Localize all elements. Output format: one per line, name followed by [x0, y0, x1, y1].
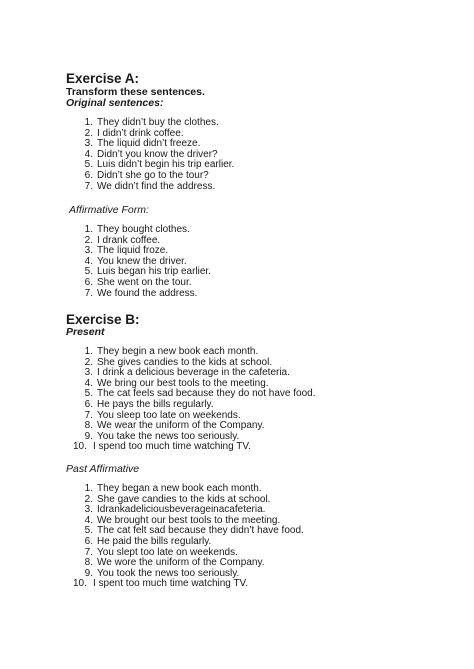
item-number: 7.: [84, 287, 93, 299]
item-number: 5.: [84, 266, 93, 278]
item-number: 10.: [73, 441, 87, 453]
item-text: We didn’t find the address.: [97, 180, 216, 192]
item-text: Didn’t she go to the tour?: [97, 169, 209, 181]
item-text: Luis didn’t begin his trip earlier.: [97, 159, 235, 171]
list-item: [73, 278, 211, 289]
list-item: [73, 442, 315, 453]
item-text: She went on the tour.: [97, 276, 192, 288]
item-number: 4.: [84, 377, 93, 389]
item-number: 2.: [84, 127, 93, 139]
item-text: Luis began his trip earlier.: [97, 266, 211, 278]
item-number: 6.: [84, 398, 93, 410]
item-text: I spend too much time watching TV.: [93, 441, 251, 453]
item-text: The cat feels sad because they do not have food.: [97, 388, 316, 400]
item-number: 2.: [84, 356, 93, 368]
past-affirmative-list: [73, 484, 304, 590]
item-number: 5.: [84, 388, 93, 400]
item-number: 7.: [84, 546, 93, 558]
item-text: The liquid froze.: [97, 245, 169, 257]
item-number: 5.: [84, 159, 93, 171]
item-number: 3.: [84, 504, 93, 516]
item-text: You knew the driver.: [97, 255, 187, 267]
item-text: You take the news too seriously.: [97, 430, 240, 442]
affirmative-form-label: Affirmative Form:: [69, 204, 149, 216]
item-text: I spent too much time watching TV.: [93, 578, 249, 590]
item-number: 10.: [73, 578, 87, 590]
affirmative-form-list: [73, 225, 211, 299]
item-number: 3.: [84, 245, 93, 257]
item-number: 1.: [84, 117, 93, 128]
item-text: We wore the uniform of the Company.: [97, 557, 265, 569]
item-number: 9.: [84, 567, 93, 579]
item-text: We brought our best tools to the meeting.: [97, 514, 281, 526]
item-text: They didn’t buy the clothes.: [97, 117, 219, 128]
original-sentences-list: [73, 118, 234, 192]
item-number: 2.: [84, 493, 93, 505]
item-number: 1.: [84, 224, 93, 235]
list-item: [73, 182, 234, 193]
list-item: [73, 171, 234, 182]
item-text: She gave candies to the kids at school.: [97, 493, 271, 505]
item-number: 1.: [84, 346, 93, 357]
item-number: 5.: [84, 525, 93, 537]
list-item: [73, 537, 304, 548]
exercise-a-instruction: Transform these sentences.: [66, 86, 205, 98]
item-text: They bought clothes.: [97, 224, 190, 235]
list-item: [73, 225, 211, 236]
item-number: 8.: [84, 420, 93, 432]
item-text: I drank coffee.: [97, 234, 161, 246]
item-number: 4.: [84, 514, 93, 526]
item-text: I drink a delicious beverage in the cafeteria.: [97, 367, 290, 379]
item-text: We bring our best tools to the meeting.: [97, 377, 269, 389]
item-number: 3.: [84, 138, 93, 150]
present-list: [73, 347, 315, 453]
item-text: He pays the bills regularly.: [97, 398, 214, 410]
item-text: We wear the uniform of the Company.: [97, 420, 265, 432]
exercise-a-title: Exercise A:: [66, 71, 140, 86]
item-number: 6.: [84, 276, 93, 288]
list-item: [73, 484, 304, 495]
item-number: 8.: [84, 557, 93, 569]
item-text: You took the news too seriously.: [97, 567, 240, 579]
item-text: We found the address.: [97, 287, 198, 299]
exercise-b-title: Exercise B:: [66, 312, 140, 327]
item-number: 9.: [84, 430, 93, 442]
item-number: 3.: [84, 367, 93, 379]
item-text: The cat felt sad because they didn’t have food.: [97, 525, 304, 537]
list-item: [73, 400, 315, 411]
list-item: [73, 118, 234, 129]
item-number: 7.: [84, 180, 93, 192]
item-text: Idrankadeliciousbeverageinacafeteria.: [97, 504, 266, 516]
item-number: 6.: [84, 535, 93, 547]
item-text: She gives candies to the kids at school.: [97, 356, 273, 368]
item-text: I didn’t drink coffee.: [97, 127, 184, 139]
item-text: They begin a new book each month.: [97, 346, 259, 357]
item-text: He paid the bills regularly.: [97, 535, 212, 547]
item-text: Didn’t you know the driver?: [97, 148, 218, 160]
item-number: 1.: [84, 483, 93, 494]
item-number: 7.: [84, 409, 93, 421]
item-number: 4.: [84, 148, 93, 160]
list-item: [73, 579, 304, 590]
item-text: You sleep too late on weekends.: [97, 409, 241, 421]
list-item: [73, 289, 211, 300]
item-text: The liquid didn’t freeze.: [97, 138, 201, 150]
item-number: 2.: [84, 234, 93, 246]
original-sentences-label: Original sentences:: [66, 97, 164, 109]
item-text: They began a new book each month.: [97, 483, 262, 494]
item-number: 4.: [84, 255, 93, 267]
item-text: You slept too late on weekends.: [97, 546, 238, 558]
past-affirmative-label: Past Affirmative: [66, 463, 140, 475]
list-item: [73, 347, 315, 358]
present-label: Present: [66, 326, 105, 338]
item-number: 6.: [84, 169, 93, 181]
